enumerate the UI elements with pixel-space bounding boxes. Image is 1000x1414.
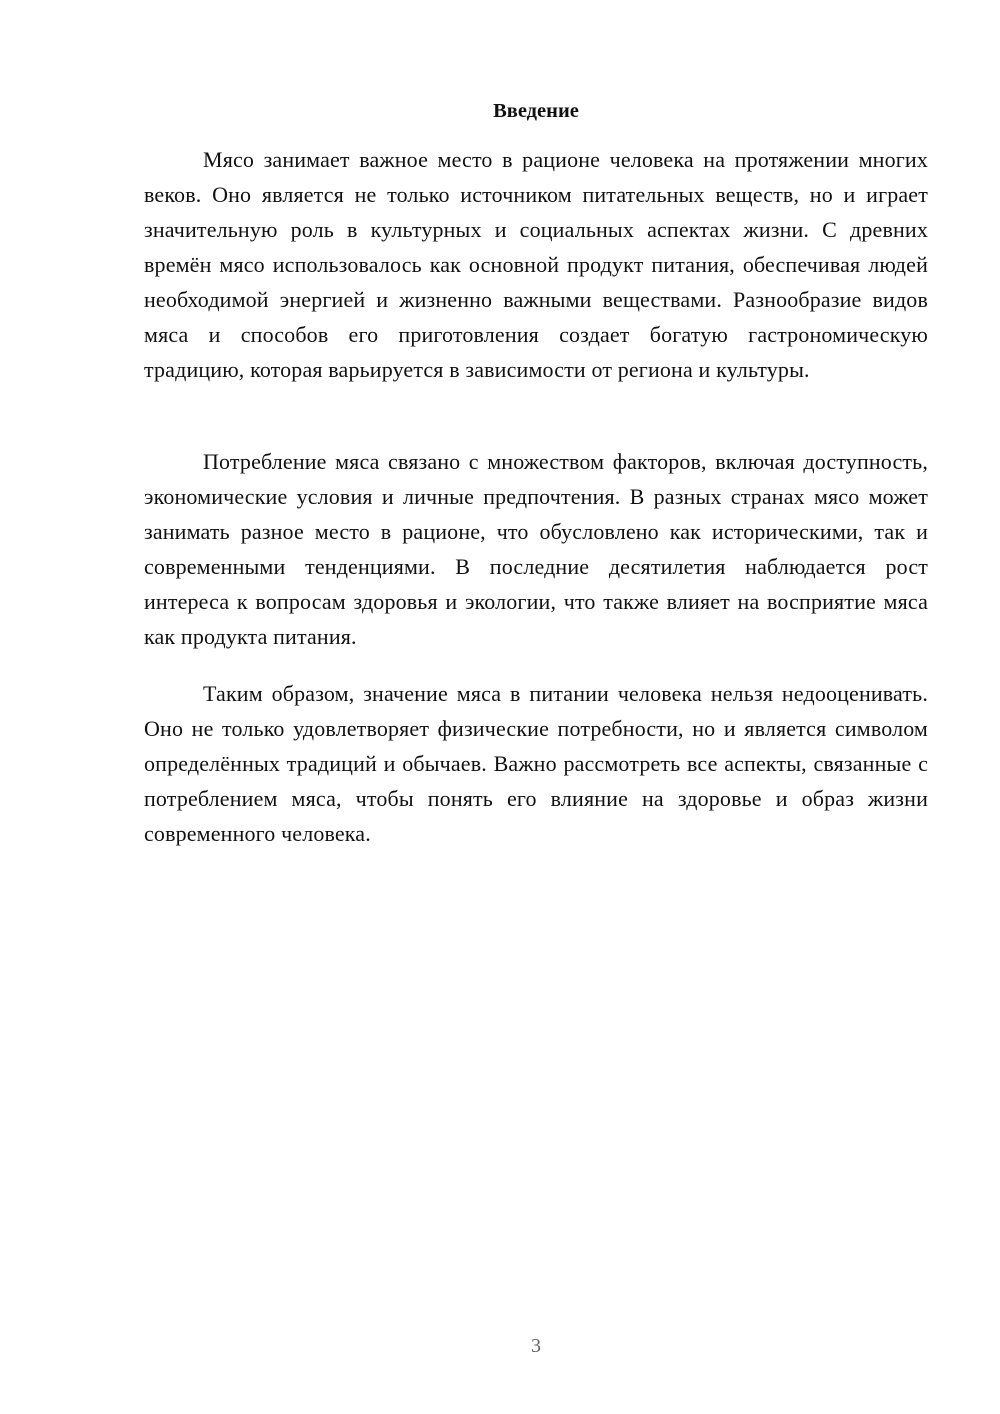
section-title: Введение: [493, 100, 579, 122]
paragraph-3: Таким образом, значение мяса в питании человека нельзя недооценивать. Оно не только удовлетворяет физические потребности, но и является символом определённых традиций и обычаев. Важно рассмотреть все аспекты, связанные с потреблением мяса, чтобы понять его влияние на здоровье и образ жизни современного человека.: [144, 681, 928, 846]
paragraph-1: Мясо занимает важное место в рационе человека на протяжении многих веков. Оно является не только источником питательных веществ, но и играет значительную роль в культурных и социальных аспектах жизни. С древних времён мясо использовалось как основной продукт питания, обеспечивая людей необходимой энергией и жизненно важными веществами. Разнообразие видов мяса и способов его приготовления создает богатую гастрономическую традицию, которая варьируется в зависимости от региона и культуры.: [144, 147, 928, 382]
paragraph-2: Потребление мяса связано с множеством факторов, включая доступность, экономические условия и личные предпочтения. В разных странах мясо может занимать разное место в рационе, что обусловлено как историческими, так и современными тенденциями. В последние десятилетия наблюдается рост интереса к вопросам здоровья и экологии, что также влияет на восприятие мяса как продукта питания.: [144, 449, 928, 649]
page-number: 3: [531, 1335, 541, 1357]
